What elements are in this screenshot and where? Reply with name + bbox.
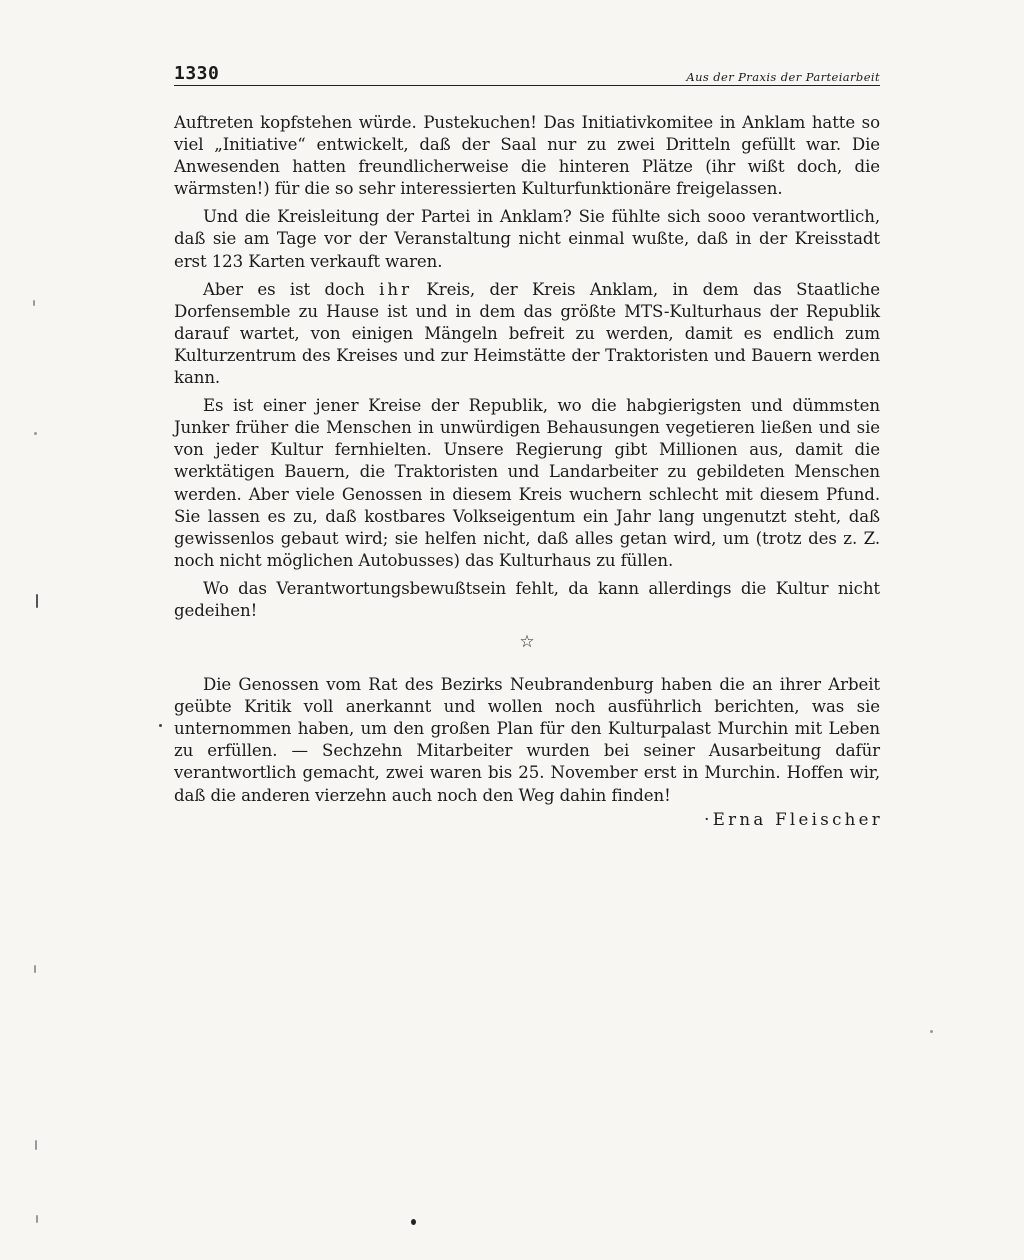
scan-speck [930, 1030, 933, 1033]
scan-speck [34, 432, 37, 435]
scan-speck [33, 300, 35, 306]
article-body [174, 112, 883, 831]
star-ornament-icon: ☆ [519, 632, 535, 653]
scan-speck [35, 1140, 37, 1150]
page-number: 1330 [174, 63, 220, 84]
emphasized-word: ihr [379, 279, 413, 299]
paragraph: Die Genossen vom Rat des Bezirks Neubrandenburg haben die an ihrer Arbeit geübte Kritik voll anerkannt und wollen noch ausführlich berichten, was sie unternommen haben, um den großen Plan für den Kulturpalast Murchin mit Leben zu erfüllen. — Sechzehn Mitarbeiter wurden bei seiner Ausarbeitung dafür verantwortlich gemacht, zwei waren bis 25. November erst in Murchin. Hoffen wir, daß die anderen vierzehn auch noch den Weg dahin finden! [174, 675, 880, 805]
running-title: Aus der Praxis der Parteiarbeit [686, 70, 880, 84]
scan-speck [36, 594, 38, 608]
paragraph-text: Aber es ist doch [203, 279, 380, 299]
scan-speck [34, 965, 36, 973]
paragraph-text: Kreis, der Kreis Anklam, in dem das Staatliche Dorfensemble zu Hause ist und in dem das größte MTS-Kulturhaus der Republik darauf wartet, von einigen Mängeln befreit zu werden, damit es endlich zum Kulturzentrum des Kreises und zur Heimstätte der Traktoristen und Bauern werden kann. [174, 279, 880, 388]
paragraph: Auftreten kopfstehen würde. Pustekuchen! Das Initiativkomitee in Anklam hatte so viel „Initiative“ entwickelt, daß der Saal nur zu zwei Dritteln gefüllt war. Die Anwesenden hatten freundlicherweise die hinteren Plätze (ihr wißt doch, die wärmsten!) für die so sehr interessierten Kulturfunktionäre freigelassen. [174, 113, 880, 199]
page-header [174, 60, 880, 86]
scan-speck [36, 1215, 38, 1223]
paragraph: Und die Kreisleitung der Partei in Anklam? Sie fühlte sich sooo verantwortlich, daß sie am Tage vor der Veranstaltung nicht einmal wußte, daß in der Kreisstadt erst 123 Karten verkauft waren. [174, 207, 880, 271]
author-signature: ·Erna Fleischer [704, 809, 883, 829]
paragraph: Es ist einer jener Kreise der Republik, wo die habgierigsten und dümmsten Junker früher die Menschen in unwürdigen Behausungen vegetieren ließen und sie von jeder Kultur fernhielten. Unsere Regierung gibt Millionen aus, damit die werktätigen Bauern, die Traktoristen und Landarbeiter zu gebildeten Menschen werden. Aber viele Genossen in diesem Kreis wuchern schlecht mit diesem Pfund. Sie lassen es zu, daß kostbares Volkseigentum ein Jahr lang ungenutzt steht, daß gewissenlos gebaut wird; sie helfen nicht, daß alles getan wird, um (trotz des z. Z. noch nicht möglichen Autobusses) das Kulturhaus zu füllen. [174, 396, 880, 570]
page [174, 60, 883, 831]
scan-speck [411, 1219, 416, 1225]
paragraph [174, 279, 880, 389]
paragraph: Wo das Verantwortungsbewußtsein fehlt, da kann allerdings die Kultur nicht gedeihen! [174, 578, 880, 620]
author-name: Erna Fleischer [712, 809, 883, 829]
scan-speck [159, 724, 162, 727]
